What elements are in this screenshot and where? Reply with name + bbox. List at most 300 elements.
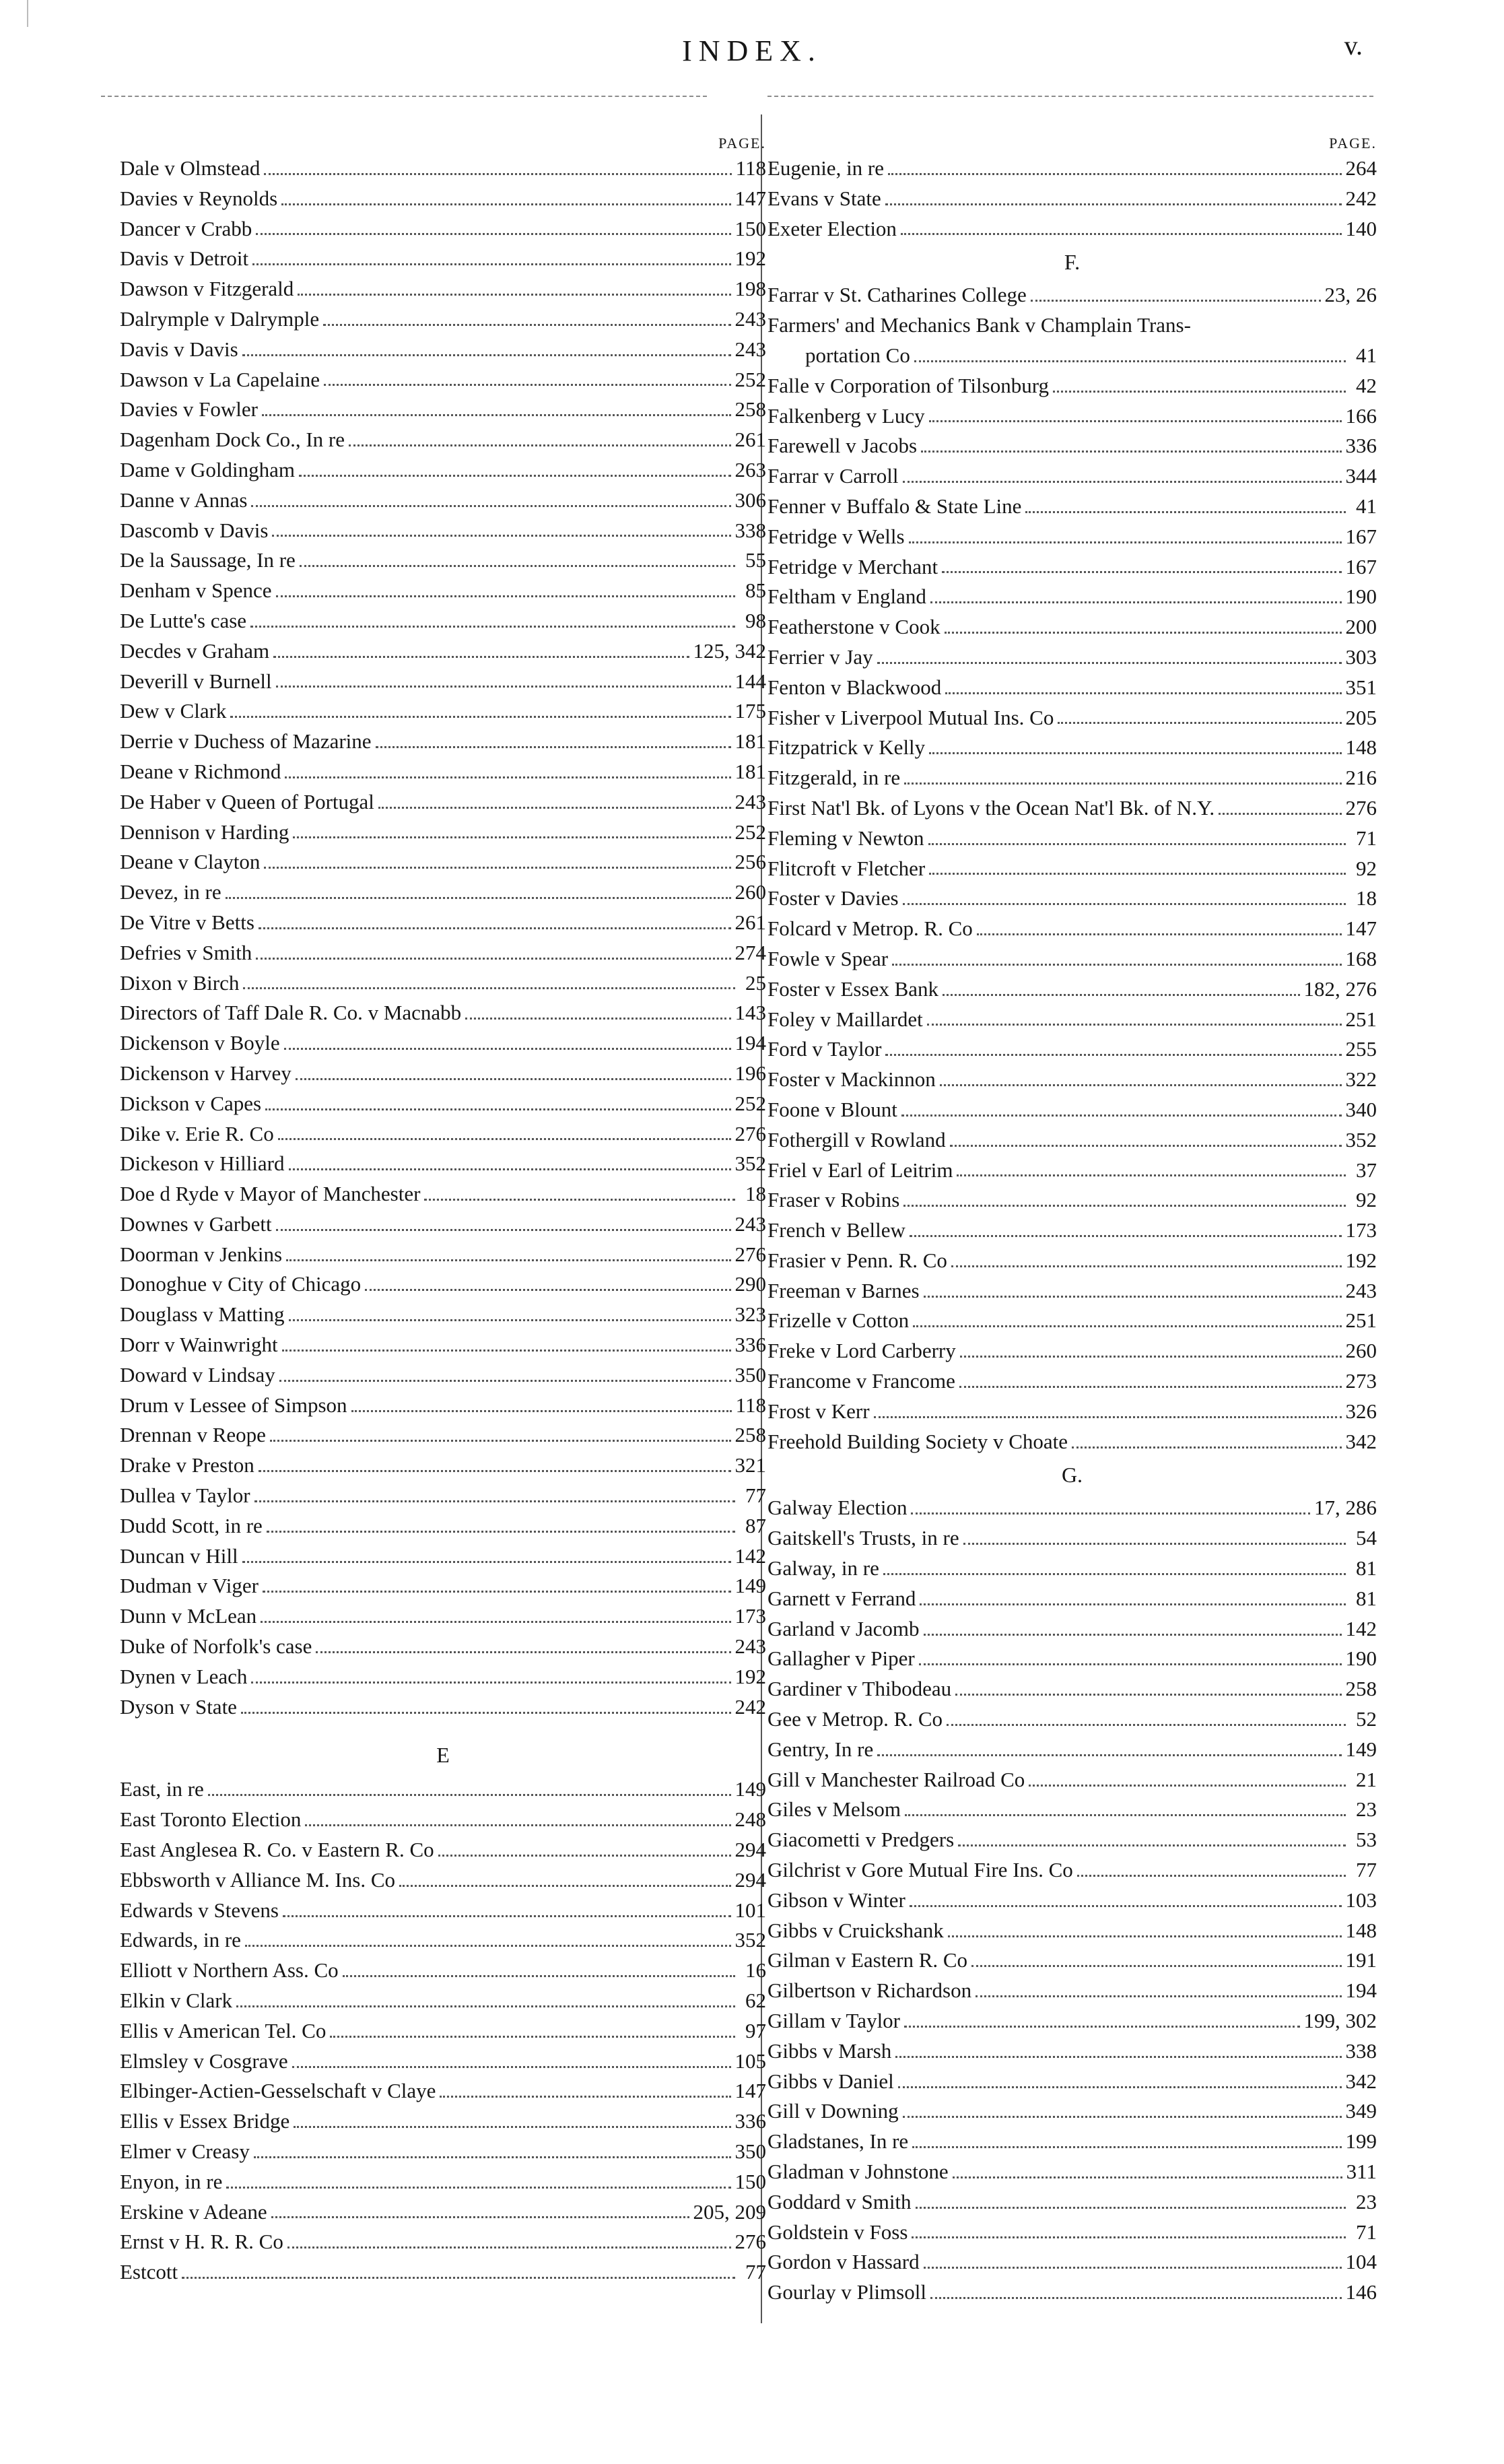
dot-leader	[378, 807, 731, 809]
index-entry	[120, 696, 766, 727]
index-entry-list	[120, 1774, 766, 2288]
page-reference: 103	[1345, 1888, 1377, 1912]
dot-leader	[1072, 1446, 1341, 1449]
case-name: Goldstein v Foss	[767, 2220, 908, 2244]
case-name: Gibbs v Daniel	[767, 2069, 894, 2093]
page-reference: 243	[734, 789, 766, 813]
index-entry	[120, 1571, 766, 1601]
case-name: De Lutte's case	[120, 608, 247, 632]
index-entry	[120, 1420, 766, 1451]
page-reference: 322	[1345, 1067, 1377, 1092]
dot-leader	[904, 2026, 1299, 2028]
dot-leader	[1219, 813, 1341, 815]
dot-leader	[953, 2176, 1342, 2178]
header-rule-left	[101, 96, 707, 97]
left-column	[120, 135, 766, 2288]
dot-leader	[241, 1712, 731, 1714]
dot-leader	[273, 656, 689, 658]
index-entry	[767, 763, 1377, 793]
dot-leader	[948, 1935, 1342, 1937]
index-entry	[120, 847, 766, 877]
page-reference: 23, 26	[1324, 283, 1377, 307]
page-reference: 290	[734, 1272, 766, 1296]
case-name: Exeter Election	[767, 216, 897, 240]
case-name: East Anglesea R. Co. v Eastern R. Co	[120, 1838, 434, 1862]
index-entry	[767, 310, 1377, 341]
page-reference: 243	[734, 1211, 766, 1236]
index-entry	[767, 2187, 1377, 2218]
dot-leader	[885, 1054, 1341, 1056]
page-reference: 104	[1345, 2250, 1377, 2274]
page-reference: 53	[1356, 1828, 1377, 1852]
case-name: Gentry, In re	[767, 1737, 874, 1761]
index-entry	[120, 2167, 766, 2197]
dot-leader	[289, 1168, 731, 1170]
index-entry	[120, 1865, 766, 1896]
dot-leader	[904, 783, 1341, 785]
case-name: Davies v Reynolds	[120, 186, 278, 210]
dot-leader	[296, 1078, 731, 1080]
dot-leader	[254, 1500, 735, 1502]
page-reference: 77	[1356, 1858, 1377, 1882]
dot-leader	[905, 1814, 1346, 1816]
index-entry	[120, 1269, 766, 1300]
page-reference: 276	[734, 2230, 766, 2254]
dot-leader	[264, 173, 731, 175]
dot-leader	[286, 1259, 730, 1261]
dot-leader	[920, 1603, 1346, 1605]
case-name: Giles v Melsom	[767, 1797, 901, 1822]
page-reference: 242	[1345, 186, 1377, 210]
dot-leader	[885, 203, 1342, 205]
dot-leader	[279, 1380, 731, 1382]
dot-leader	[226, 2187, 730, 2189]
dot-leader	[929, 752, 1341, 754]
case-name: Dawson v Fitzgerald	[120, 277, 294, 301]
index-entry	[767, 2247, 1377, 2277]
index-entry	[767, 492, 1377, 522]
dot-leader	[343, 1975, 735, 1977]
page-reference: 294	[734, 1838, 766, 1862]
page-reference: 18	[1356, 886, 1377, 910]
case-name: First Nat'l Bk. of Lyons v the Ocean Nat'l Bk. of N.Y.	[767, 795, 1215, 820]
dot-leader	[272, 535, 730, 537]
page-reference: 181	[734, 759, 766, 783]
case-name: Garland v Jacomb	[767, 1616, 920, 1640]
page-reference: 87	[745, 1513, 766, 1537]
case-name: Gladman v Johnstone	[767, 2160, 949, 2183]
index-entry	[767, 2006, 1377, 2036]
page-reference: 352	[1345, 1127, 1377, 1152]
page-reference: 192	[1345, 1248, 1377, 1272]
dot-leader	[903, 2116, 1342, 2118]
page-reference: 196	[734, 1061, 766, 1085]
case-name: Dudman v Viger	[120, 1574, 259, 1598]
page-reference: 167	[1345, 524, 1377, 548]
page-reference: 261	[734, 428, 766, 452]
case-name: Dalrymple v Dalrymple	[120, 306, 320, 331]
index-entry	[767, 793, 1377, 824]
case-name: Dancer v Crabb	[120, 216, 252, 240]
index-entry	[120, 365, 766, 395]
case-name: Fitzgerald, in re	[767, 766, 901, 790]
dot-leader	[278, 1138, 731, 1140]
dot-leader	[226, 897, 731, 899]
case-name: Elliott v Northern Ass. Co	[120, 1958, 339, 1983]
case-name: Foley v Maillardet	[767, 1007, 923, 1031]
dot-leader	[909, 541, 1342, 543]
page-reference: 175	[734, 699, 766, 723]
dot-leader	[1031, 300, 1321, 302]
index-entry	[120, 1805, 766, 1835]
index-entry	[120, 2137, 766, 2167]
case-name: Deane v Richmond	[120, 759, 281, 783]
header-rule-right	[767, 96, 1373, 97]
dot-leader	[912, 2146, 1341, 2148]
dot-leader	[264, 867, 730, 869]
index-entry	[767, 341, 1377, 371]
page-reference: 92	[1356, 856, 1377, 880]
dot-leader	[913, 1325, 1341, 1327]
page-reference: 77	[745, 1484, 766, 1508]
index-entry	[120, 455, 766, 486]
case-name: Dunn v McLean	[120, 1604, 257, 1628]
index-entry	[120, 2076, 766, 2106]
case-name: Gilman v Eastern R. Co	[767, 1948, 968, 1972]
section-heading: G.	[1061, 1463, 1083, 1488]
page-reference: 258	[734, 1423, 766, 1447]
dot-leader	[285, 776, 730, 778]
case-name: Fenton v Blackwood	[767, 675, 942, 699]
page-reference: 71	[1356, 826, 1377, 850]
page-reference: 260	[734, 880, 766, 904]
page-reference: 252	[734, 367, 766, 391]
page-reference: 321	[734, 1453, 766, 1477]
page-reference: 25	[745, 970, 766, 995]
index-entry	[767, 1825, 1377, 1855]
dot-leader	[971, 1965, 1341, 1967]
dot-leader	[958, 1844, 1346, 1846]
dot-leader	[1058, 722, 1341, 724]
case-name: Evans v State	[767, 186, 881, 210]
index-entry	[120, 908, 766, 938]
page-reference: 273	[1345, 1369, 1377, 1393]
dot-leader	[252, 263, 730, 265]
right-column	[767, 135, 1377, 2308]
dot-leader	[256, 233, 730, 235]
page-reference: 294	[734, 1867, 766, 1892]
index-entry	[767, 2127, 1377, 2157]
index-entry	[767, 2218, 1377, 2248]
index-entry	[767, 401, 1377, 432]
dot-leader	[1077, 1875, 1346, 1877]
case-name: Gibbs v Cruickshank	[767, 1918, 944, 1942]
case-name: Davies v Fowler	[120, 397, 258, 422]
index-entry	[120, 335, 766, 365]
index-entry	[767, 371, 1377, 401]
index-entry	[767, 1916, 1377, 1946]
index-entry-list	[120, 154, 766, 1722]
index-entry	[120, 1089, 766, 1119]
index-entry	[767, 1584, 1377, 1614]
dot-leader	[916, 2207, 1346, 2209]
page-reference: 260	[1345, 1339, 1377, 1363]
index-entry	[120, 787, 766, 818]
section-heading: E	[436, 1743, 450, 1768]
dot-leader	[276, 1229, 731, 1231]
dot-leader	[440, 2096, 730, 2098]
index-entry	[120, 1028, 766, 1059]
index-entry	[767, 1644, 1377, 1674]
dot-leader	[267, 1531, 735, 1533]
index-entry	[767, 974, 1377, 1005]
case-name: Gardiner v Thibodeau	[767, 1677, 952, 1701]
page-reference: 338	[1345, 2038, 1377, 2063]
page-reference: 276	[1345, 795, 1377, 820]
index-entry	[120, 395, 766, 425]
case-name: Fothergill v Rowland	[767, 1127, 946, 1152]
case-name: Frost v Kerr	[767, 1399, 870, 1423]
dot-leader	[895, 2056, 1341, 2058]
page-reference: 81	[1356, 1586, 1377, 1610]
dot-leader	[208, 1794, 731, 1796]
case-name: Dudd Scott, in re	[120, 1513, 263, 1537]
page-reference: 85	[745, 578, 766, 603]
index-entry	[120, 1835, 766, 1865]
index-entry	[767, 2067, 1377, 2097]
page-reference: 190	[1345, 585, 1377, 609]
dot-leader	[977, 933, 1342, 935]
page-reference: 71	[1356, 2220, 1377, 2244]
case-name: Ellis v American Tel. Co	[120, 2018, 327, 2042]
index-entry	[120, 425, 766, 455]
dot-leader	[276, 686, 731, 688]
page-column-label: PAGE.	[718, 135, 766, 152]
page-reference: 173	[734, 1604, 766, 1628]
page-reference: 258	[1345, 1677, 1377, 1701]
case-name: Dascomb v Davis	[120, 518, 269, 542]
dot-leader	[298, 294, 730, 296]
index-entry	[120, 1511, 766, 1541]
index-entry	[120, 2257, 766, 2288]
index-entry	[767, 2036, 1377, 2067]
page-reference: 146	[1345, 2280, 1377, 2304]
index-entry	[767, 2277, 1377, 2308]
index-entry	[767, 1427, 1377, 1457]
page-reference: 251	[1345, 1007, 1377, 1031]
index-entry	[120, 1662, 766, 1692]
dot-leader	[399, 1885, 731, 1887]
case-name: Ellis v Essex Bridge	[120, 2109, 290, 2133]
dot-leader	[323, 324, 730, 326]
dot-leader	[960, 1356, 1342, 1358]
dot-leader	[262, 414, 731, 416]
dot-leader	[883, 1573, 1346, 1575]
index-entry	[767, 1795, 1377, 1825]
page-reference: 252	[734, 1091, 766, 1115]
page-reference: 23	[1356, 2189, 1377, 2213]
case-name: Francome v Francome	[767, 1369, 955, 1393]
dot-leader	[888, 173, 1341, 175]
page-reference: 23	[1356, 1797, 1377, 1822]
index-entry	[767, 1735, 1377, 1765]
page-reference: 166	[1345, 403, 1377, 428]
page-reference: 173	[1345, 1218, 1377, 1242]
page-reference: 97	[745, 2018, 766, 2042]
case-name: Fowle v Spear	[767, 946, 889, 970]
case-name: Deverill v Burnell	[120, 669, 272, 693]
case-name: Elbinger-Actien-Gesselschaft v Claye	[120, 2079, 436, 2103]
case-name: Gaitskell's Trusts, in re	[767, 1526, 959, 1550]
case-name: Foster v Davies	[767, 886, 899, 910]
dot-leader	[877, 1754, 1341, 1756]
page-reference: 150	[734, 2169, 766, 2193]
page-reference: 101	[734, 1898, 766, 1922]
case-name: Fraser v Robins	[767, 1188, 900, 1212]
page-reference: 276	[734, 1242, 766, 1266]
case-name: Drum v Lessee of Simpson	[120, 1393, 347, 1417]
page-reference: 17, 286	[1314, 1496, 1377, 1520]
dot-leader	[330, 2036, 735, 2038]
case-name: portation Co	[805, 343, 910, 367]
page-reference: 192	[734, 246, 766, 271]
case-name: Dagenham Dock Co., In re	[120, 428, 345, 452]
dot-leader	[928, 843, 1346, 845]
index-entry	[120, 2046, 766, 2077]
page-reference: 192	[734, 1664, 766, 1688]
dot-leader	[930, 2297, 1342, 2299]
dot-leader	[236, 2005, 735, 2007]
page-reference: 205, 209	[693, 2199, 766, 2224]
page-reference: 306	[734, 488, 766, 512]
page-reference: 194	[1345, 1978, 1377, 2003]
dot-leader	[950, 1145, 1342, 1147]
index-entry	[120, 154, 766, 184]
index-entry	[120, 606, 766, 636]
dot-leader	[951, 1265, 1342, 1267]
dot-leader	[465, 1018, 730, 1020]
page-reference: 148	[1345, 735, 1377, 760]
case-name: De Haber v Queen of Portugal	[120, 789, 374, 813]
index-entry	[767, 280, 1377, 310]
page-reference: 276	[734, 1121, 766, 1145]
index-entry	[120, 727, 766, 757]
right-column-entries	[767, 154, 1377, 2308]
case-name: Featherstone v Cook	[767, 615, 941, 639]
case-name: Elkin v Clark	[120, 1989, 233, 2013]
index-entry	[767, 1855, 1377, 1886]
index-entry	[767, 1005, 1377, 1035]
index-entry	[767, 1674, 1377, 1704]
page-reference: 18	[745, 1182, 766, 1206]
case-name: Gibbs v Marsh	[767, 2038, 892, 2063]
case-name: Ford v Taylor	[767, 1037, 882, 1061]
dot-leader	[901, 1114, 1342, 1117]
index-entry	[767, 1095, 1377, 1125]
page-reference: 143	[734, 1001, 766, 1025]
page-reference: 336	[734, 1333, 766, 1357]
page-reference: 263	[734, 457, 766, 481]
page-reference: 148	[1345, 1918, 1377, 1942]
case-name: French v Bellew	[767, 1218, 905, 1242]
dot-leader	[947, 1724, 1346, 1726]
case-name: Enyon, in re	[120, 2169, 223, 2193]
page-reference: 168	[1345, 946, 1377, 970]
index-entry	[767, 1125, 1377, 1156]
index-entry	[120, 304, 766, 335]
case-name: Elmer v Creasy	[120, 2139, 250, 2163]
index-entry	[767, 1246, 1377, 1276]
index-entry	[767, 703, 1377, 733]
dot-leader	[924, 2267, 1342, 2269]
index-entry	[767, 582, 1377, 612]
dot-leader	[242, 1561, 731, 1563]
page-reference: 198	[734, 277, 766, 301]
dot-leader	[245, 1945, 731, 1947]
index-entry	[120, 1059, 766, 1089]
case-name: Gee v Metrop. R. Co	[767, 1707, 943, 1731]
case-name: Fenner v Buffalo & State Line	[767, 494, 1022, 518]
margin-mark	[27, 0, 28, 27]
dot-leader	[438, 1855, 731, 1857]
page-reference: 352	[734, 1928, 766, 1952]
page-reference: 52	[1356, 1707, 1377, 1731]
index-entry	[767, 461, 1377, 492]
index-entry	[767, 1156, 1377, 1186]
case-name: Garnett v Ferrand	[767, 1586, 916, 1610]
index-entry	[767, 824, 1377, 854]
page-reference: 125, 342	[693, 638, 766, 663]
case-name: Farewell v Jacobs	[767, 434, 918, 458]
index-entry	[767, 733, 1377, 763]
page-reference: 261	[734, 910, 766, 934]
case-name: Douglass v Matting	[120, 1302, 285, 1327]
index-entry	[120, 1632, 766, 1662]
index-entry	[120, 1692, 766, 1723]
case-name: Dixon v Birch	[120, 970, 240, 995]
index-entry	[120, 184, 766, 214]
page-reference: 340	[1345, 1097, 1377, 1121]
case-name: Derrie v Duchess of Mazarine	[120, 729, 372, 754]
case-name: Folcard v Metrop. R. Co	[767, 917, 973, 941]
case-name: Ebbsworth v Alliance M. Ins. Co	[120, 1867, 395, 1892]
dot-leader	[976, 1995, 1341, 1997]
index-entry	[120, 877, 766, 908]
page-reference: 311	[1346, 2160, 1377, 2183]
index-entry	[120, 1240, 766, 1270]
page-column-label: PAGE.	[1329, 135, 1377, 152]
case-name: Dickenson v Boyle	[120, 1031, 280, 1055]
case-name: Fleming v Newton	[767, 826, 924, 850]
case-name: Dame v Goldingham	[120, 457, 296, 481]
case-name: Dale v Olmstead	[120, 156, 261, 180]
dot-leader	[263, 1591, 731, 1593]
dot-leader	[910, 1235, 1342, 1237]
dot-leader	[292, 2066, 731, 2068]
page-title: INDEX.	[682, 34, 822, 67]
page-reference: 252	[734, 820, 766, 844]
index-entry	[767, 642, 1377, 673]
case-name: Dynen v Leach	[120, 1664, 248, 1688]
page-reference: 92	[1356, 1188, 1377, 1212]
index-entry	[767, 1216, 1377, 1246]
case-name: Falkenberg v Lucy	[767, 403, 925, 428]
page-reference: 191	[1345, 1948, 1377, 1972]
dot-leader	[1053, 391, 1346, 393]
page-reference: 243	[734, 306, 766, 331]
case-name: Gilbertson v Richardson	[767, 1978, 972, 2003]
index-entry	[767, 914, 1377, 944]
